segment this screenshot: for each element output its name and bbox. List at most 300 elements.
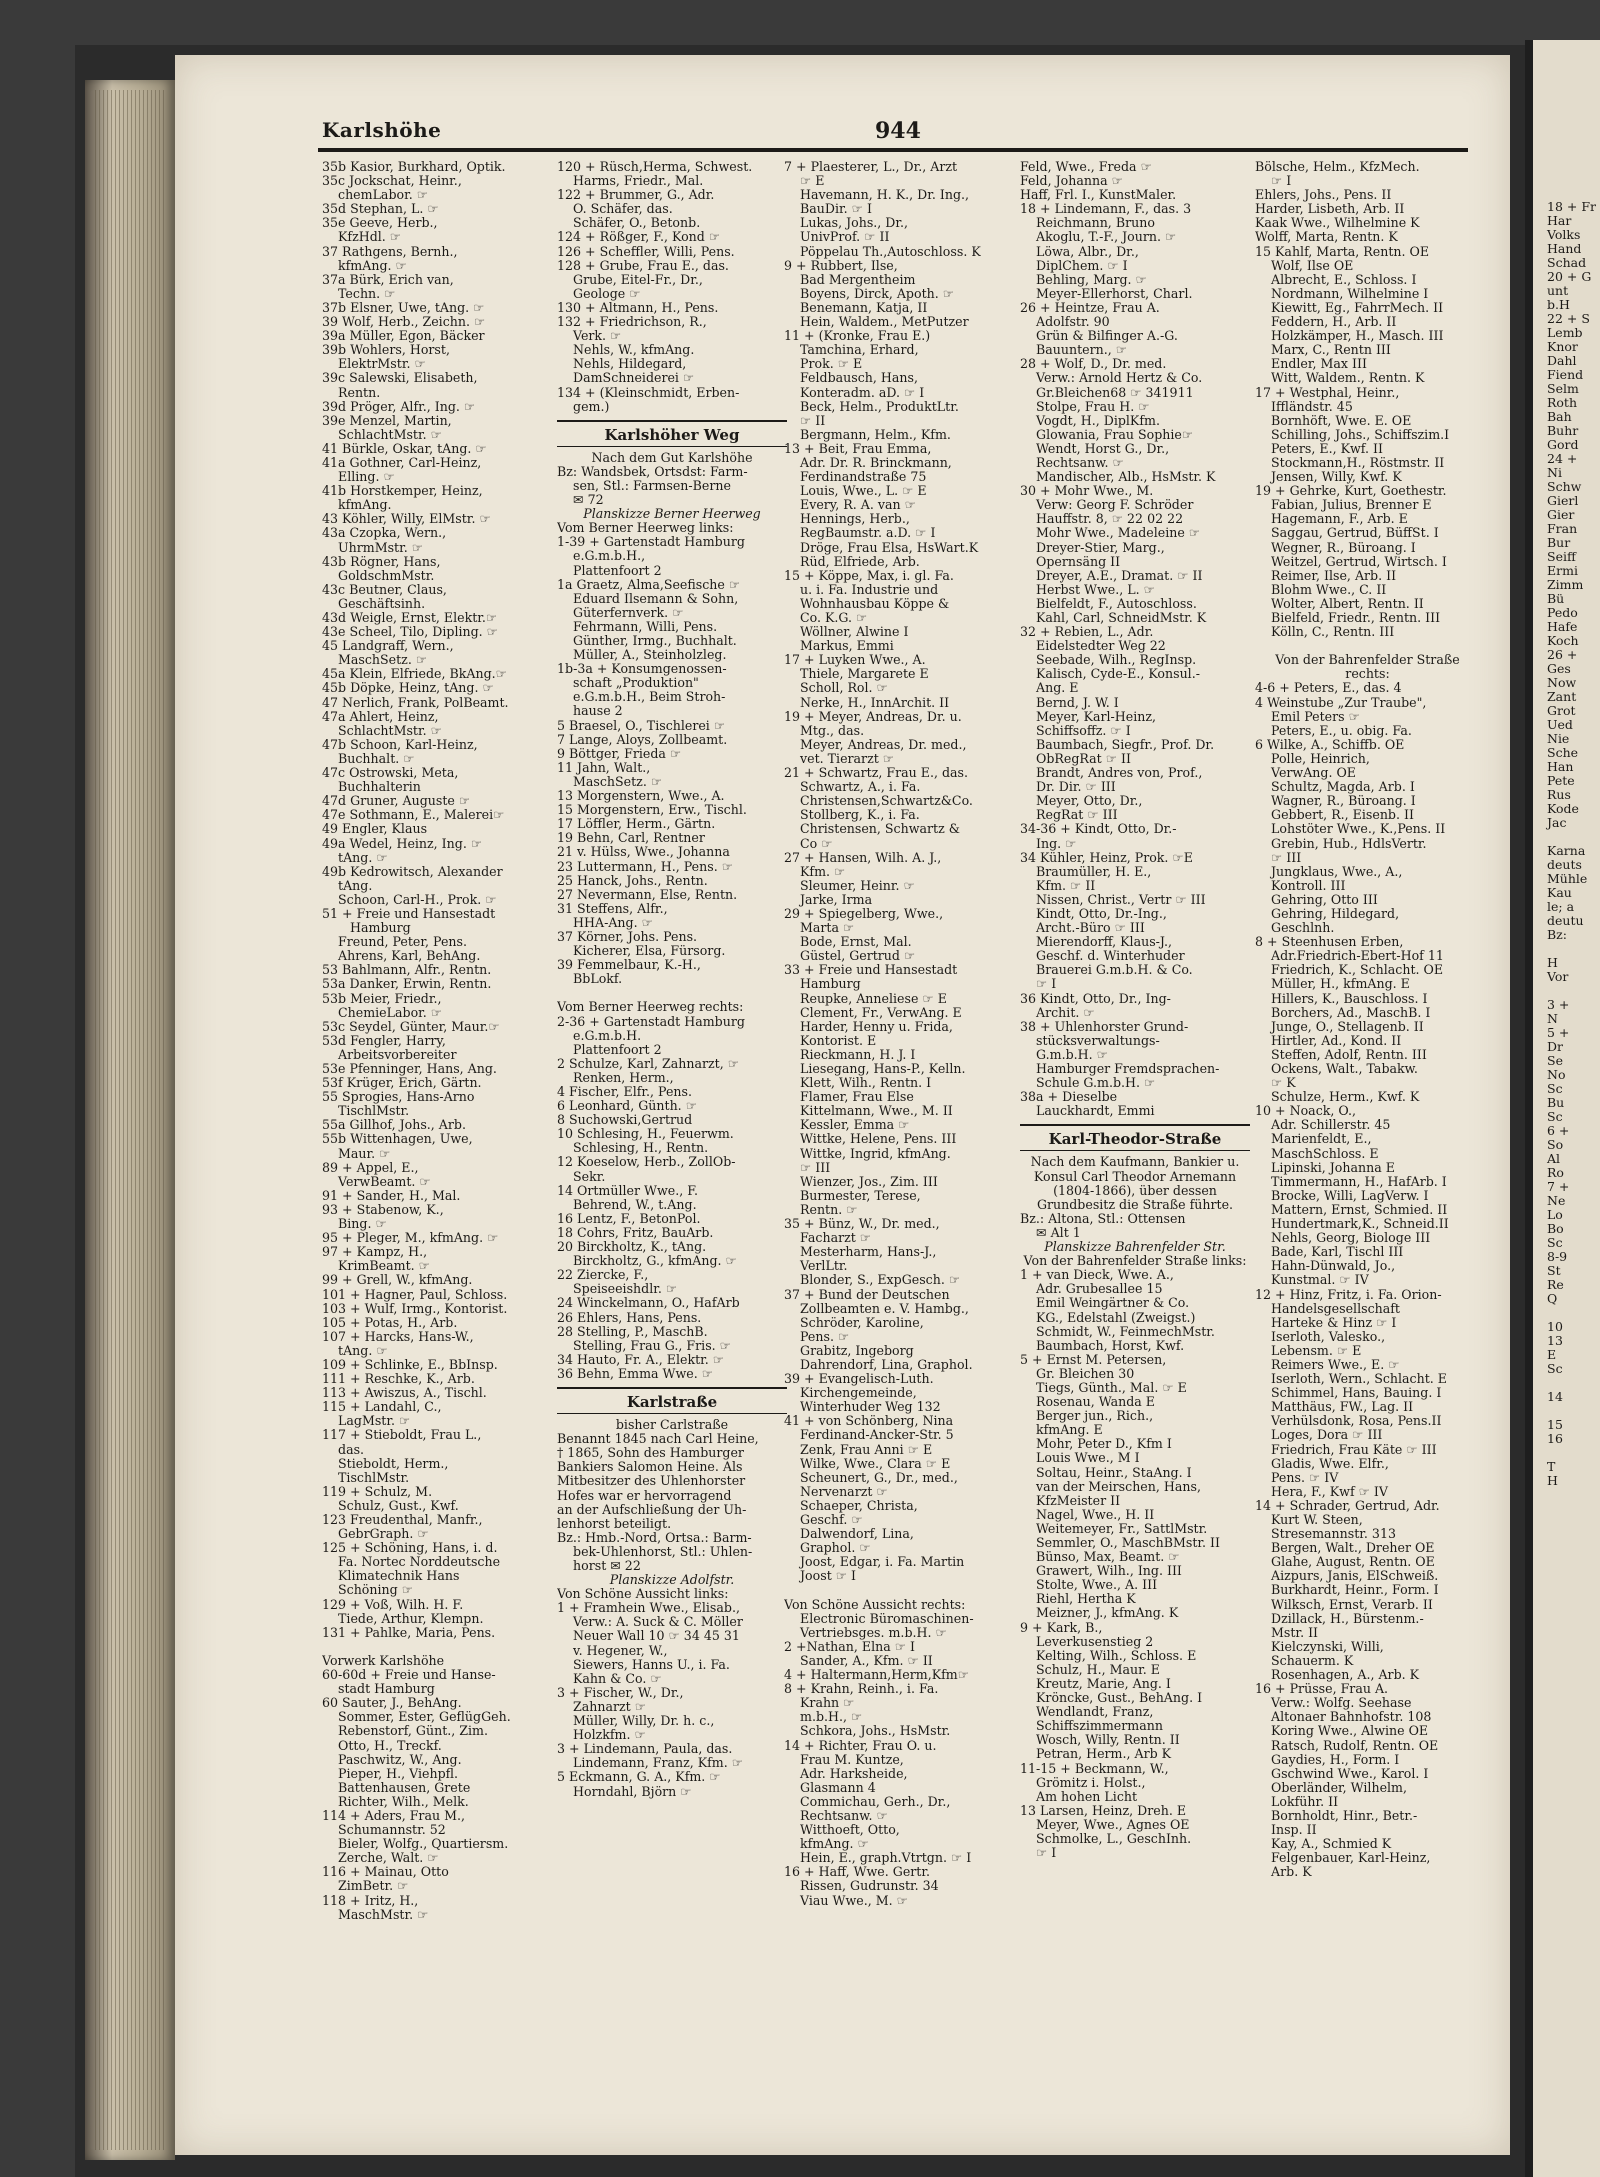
- directory-entry: 36 Kindt, Otto, Dr., Ing-: [1020, 991, 1171, 1006]
- directory-entry: Hamburger Fremdsprachen-: [1020, 1062, 1220, 1076]
- facing-page-fragment: Selm: [1547, 381, 1579, 396]
- facing-page-fragment: Roth: [1547, 395, 1578, 410]
- directory-entry: 43a Czopka, Wern.,: [322, 526, 447, 541]
- directory-entry: Wendt, Horst G., Dr.,: [1020, 441, 1170, 456]
- directory-entry: O. Schäfer, das.: [557, 202, 673, 217]
- directory-entry: Verhülsdonk, Rosa, Pens.II: [1255, 1414, 1442, 1429]
- directory-entry: Co. K.G. ☞: [784, 611, 868, 625]
- directory-entry: 45a Klein, Elfriede, BkAng.☞: [322, 667, 507, 682]
- directory-entry: Koring Wwe., Alwine OE: [1255, 1724, 1429, 1739]
- directory-entry: 39c Salewski, Elisabeth,: [322, 371, 478, 386]
- directory-entry: 11 + (Kronke, Frau E.): [784, 329, 931, 344]
- directory-entry: Vertriebsges. m.b.H. ☞: [784, 1625, 947, 1640]
- facing-page-fragment: Buhr: [1547, 423, 1579, 438]
- street-heading: Karlstraße: [557, 1387, 787, 1414]
- directory-entry: 124 + Rößger, F., Kond ☞: [557, 230, 721, 245]
- directory-entry: RegBaumstr. a.D. ☞ I: [784, 526, 936, 541]
- directory-entry: Mierendorff, Klaus-J.,: [1020, 935, 1172, 950]
- directory-entry: Rechtsanw. ☞: [784, 1808, 888, 1823]
- directory-entry: e.G.m.b.H.,: [557, 549, 646, 564]
- directory-entry: Glasmann 4: [784, 1780, 876, 1795]
- directory-entry: 49 Engler, Klaus: [322, 822, 428, 837]
- directory-entry: 35c Jockschat, Heinr.,: [322, 174, 462, 189]
- directory-entry: Adr. Grubesallee 15: [1020, 1282, 1163, 1297]
- directory-entry: Schröder, Karoline,: [784, 1315, 924, 1330]
- facing-page-fragment: Sche: [1547, 745, 1579, 760]
- column-1: [322, 160, 552, 2040]
- facing-page-fragment: So: [1547, 1137, 1564, 1152]
- directory-entry: Rüd, Elfriede, Arb.: [784, 554, 920, 569]
- directory-entry: 47d Gruner, Auguste ☞: [322, 794, 471, 809]
- facing-page-fragment: Grot: [1547, 703, 1576, 718]
- directory-entry: Reichmann, Bruno: [1020, 216, 1155, 231]
- directory-entry: Battenhausen, Grete: [322, 1780, 471, 1795]
- directory-entry: 109 + Schlinke, E., BbInsp.: [322, 1357, 498, 1372]
- directory-entry: Kahn & Co. ☞: [557, 1671, 662, 1686]
- facing-page-fragment: 8-9: [1547, 1249, 1568, 1264]
- facing-page-fragment: Now: [1547, 675, 1577, 690]
- directory-entry: 43d Weigle, Ernst, Elektr.☞: [322, 611, 498, 625]
- directory-entry: UhrmMstr. ☞: [322, 540, 424, 555]
- directory-entry: 31 Steffens, Alfr.,: [557, 901, 668, 916]
- directory-entry: 47a Ahlert, Heinz,: [322, 709, 439, 724]
- directory-entry: Jarke, Irma: [784, 892, 873, 907]
- directory-entry: MaschSchloss. E: [1255, 1146, 1379, 1161]
- directory-entry: 26 + Heintze, Frau A.: [1020, 300, 1160, 315]
- directory-entry: Harder, Lisbeth, Arb. II: [1255, 202, 1405, 217]
- directory-entry: RegRat ☞ III: [1020, 808, 1118, 823]
- directory-entry: 17 Löffler, Herm., Gärtn.: [557, 817, 716, 832]
- directory-entry: Commichau, Gerh., Dr.,: [784, 1794, 951, 1809]
- directory-entry: 34-36 + Kindt, Otto, Dr.-: [1020, 822, 1177, 837]
- directory-entry: ☞ III: [1255, 850, 1302, 865]
- directory-entry: Vorwerk Karlshöhe: [322, 1653, 445, 1668]
- header-rule: [318, 148, 1468, 152]
- directory-entry: Buchhalt. ☞: [322, 751, 415, 766]
- directory-entry: Kölln, C., Rentn. III: [1255, 625, 1395, 640]
- facing-page-fragment: Gord: [1547, 437, 1579, 452]
- directory-entry: Geschf. ☞: [784, 1513, 863, 1527]
- directory-entry: Mohr, Peter D., Kfm I: [1020, 1437, 1172, 1452]
- directory-entry: 11 Jahn, Walt.,: [557, 760, 651, 775]
- directory-entry: Wilksch, Ernst, Verarb. II: [1255, 1597, 1433, 1612]
- directory-entry: SchlachtMstr. ☞: [322, 723, 442, 738]
- directory-entry: Verw.: Wolfg. Seehase: [1255, 1696, 1412, 1711]
- facing-page-edge: [1525, 40, 1600, 2177]
- directory-entry: 47b Schoon, Karl-Heinz,: [322, 737, 478, 752]
- facing-page-fragment: Bz:: [1547, 927, 1567, 942]
- facing-page-fragment: Bah: [1547, 409, 1572, 424]
- directory-entry: Bölsche, Helm., KfzMech.: [1255, 160, 1420, 174]
- directory-entry: v. Hegener, W.,: [557, 1643, 668, 1658]
- directory-entry: Behling, Marg. ☞: [1020, 272, 1147, 287]
- directory-entry: 3 + Lindemann, Paula, das.: [557, 1742, 733, 1757]
- directory-entry: Loges, Dora ☞ III: [1255, 1428, 1383, 1443]
- directory-entry: 8 + Krahn, Reinh., i. Fa.: [784, 1682, 939, 1697]
- facing-page-fragment: 24 +: [1547, 451, 1578, 466]
- directory-entry: stadt Hamburg: [322, 1682, 435, 1697]
- directory-entry: Freund, Peter, Pens.: [322, 935, 467, 950]
- directory-entry: Stockmann,H., Röstmstr. II: [1255, 455, 1445, 470]
- directory-entry: Kalisch, Cyde-E., Konsul.-: [1020, 667, 1200, 682]
- directory-entry: Birckholtz, G., kfmAng. ☞: [557, 1254, 737, 1269]
- directory-entry: Ing. ☞: [1020, 836, 1077, 851]
- facing-page-fragment: [1541, 984, 1600, 998]
- directory-entry: 43 Köhler, Willy, ElMstr. ☞: [322, 512, 491, 527]
- directory-entry: 38 + Uhlenhorster Grund-: [1020, 1019, 1189, 1034]
- directory-entry: Adolfstr. 90: [1020, 315, 1110, 330]
- directory-entry: Scholl, Rol. ☞: [784, 681, 888, 696]
- directory-entry: Glahe, August, Rentn. OE: [1255, 1555, 1435, 1570]
- directory-entry: Jensen, Willy, Kwf. K: [1255, 470, 1402, 485]
- directory-entry: Schlesing, H., Rentn.: [557, 1141, 709, 1156]
- directory-entry: Schwartz, A., i. Fa.: [784, 780, 921, 795]
- directory-entry: 24 Winckelmann, O., HafArb: [557, 1296, 740, 1311]
- directory-entry: Stollberg, K., i. Fa.: [784, 808, 920, 823]
- directory-entry: [784, 1583, 1014, 1597]
- directory-entry: Kontroll. III: [1255, 878, 1346, 893]
- facing-page-fragment: 20 + G: [1547, 269, 1592, 284]
- directory-entry: 45 Landgraff, Wern.,: [322, 639, 454, 654]
- directory-entry: 114 + Aders, Frau M.,: [322, 1808, 465, 1823]
- directory-entry: 28 + Wolf, D., Dr. med.: [1020, 357, 1167, 372]
- directory-entry: 7 + Plaesterer, L., Dr., Arzt: [784, 160, 958, 174]
- directory-entry: Kunstmal. ☞ IV: [1255, 1273, 1369, 1288]
- directory-entry: 35b Kasior, Burkhard, Optik.: [322, 160, 506, 174]
- directory-entry: Joost, Edgar, i. Fa. Martin: [784, 1555, 965, 1570]
- directory-entry: Wienzer, Jos., Zim. III: [784, 1174, 938, 1189]
- directory-entry: 10 Schlesing, H., Feuerwm.: [557, 1127, 734, 1142]
- directory-entry: Iserloth, Wern., Schlacht. E: [1255, 1372, 1447, 1387]
- directory-entry: Von Schöne Aussicht rechts:: [784, 1597, 966, 1612]
- directory-entry: Sekr.: [557, 1169, 606, 1184]
- directory-entry: Bünso, Max, Beamt. ☞: [1020, 1550, 1180, 1565]
- directory-entry: Grabitz, Ingeborg: [784, 1343, 914, 1358]
- directory-entry: Nehls, W., kfmAng.: [557, 343, 695, 358]
- directory-entry: an der Aufschließung der Uh-: [557, 1502, 747, 1517]
- directory-entry: Güstel, Gertrud ☞: [784, 949, 916, 964]
- street-note: Von der Bahrenfelder Straße rechts:: [1275, 653, 1460, 682]
- directory-entry: Mitbesitzer des Uhlenhorster: [557, 1474, 746, 1489]
- directory-entry: Geologe ☞: [557, 286, 641, 301]
- directory-entry: 14 + Richter, Frau O. u.: [784, 1738, 937, 1753]
- directory-entry: ZimBetr. ☞: [322, 1879, 409, 1894]
- facing-page-fragment: Rus: [1547, 787, 1571, 802]
- facing-page-fragment: Al: [1547, 1151, 1561, 1166]
- directory-entry: Schulze, Herm., Kwf. K: [1255, 1090, 1420, 1105]
- directory-entry: Meyer, Karl-Heinz,: [1020, 709, 1157, 724]
- directory-entry: m.b.H., ☞: [784, 1710, 863, 1725]
- directory-entry: Hahn-Dünwald, Jo.,: [1255, 1259, 1396, 1274]
- directory-entry: Endler, Max III: [1255, 357, 1367, 372]
- directory-entry: 18 + Lindemann, F., das. 3: [1020, 202, 1192, 217]
- directory-entry: Bing. ☞: [322, 1217, 387, 1232]
- directory-entry: Reimers Wwe., E. ☞: [1255, 1357, 1400, 1372]
- directory-entry: Kielczynski, Willi,: [1255, 1639, 1384, 1654]
- directory-entry: Günther, Irmg., Buchhalt.: [557, 634, 737, 648]
- directory-entry: TischlMstr.: [322, 1104, 410, 1119]
- directory-entry: Tiegs, Günth., Mal. ☞ E: [1020, 1380, 1187, 1395]
- column-2: [557, 160, 787, 2040]
- directory-entry: 129 + Voß, Wilh. H. F.: [322, 1597, 464, 1612]
- directory-entry: Grawert, Wilh., Ing. III: [1020, 1564, 1182, 1579]
- directory-entry: Jungklaus, Wwe., A.,: [1255, 864, 1403, 879]
- directory-entry: Speiseeishdlr. ☞: [557, 1282, 678, 1297]
- directory-entry: 117 + Stieboldt, Frau L.,: [322, 1428, 482, 1443]
- directory-entry: 39a Müller, Egon, Bäcker: [322, 329, 485, 344]
- directory-entry: Schäfer, O., Betonb.: [557, 216, 701, 231]
- directory-entry: sen, Stl.: Farmsen-Berne: [557, 478, 731, 493]
- directory-entry: [1255, 639, 1480, 653]
- directory-entry: Renken, Herm.,: [557, 1070, 674, 1085]
- directory-entry: 1 + van Dieck, Wwe. A.,: [1020, 1268, 1174, 1283]
- street-note: Von der Bahrenfelder Straße links:: [1023, 1254, 1247, 1269]
- facing-page-fragment: Ermi: [1547, 563, 1578, 578]
- directory-entry: Emil Weingärtner & Co.: [1020, 1296, 1190, 1311]
- directory-entry: Meyer-Ellerhorst, Charl.: [1020, 286, 1193, 301]
- facing-page-fragment: Ges: [1547, 661, 1571, 676]
- directory-entry: Nordmann, Wilhelmine I: [1255, 286, 1429, 301]
- directory-entry: Rissen, Gudrunstr. 34: [784, 1879, 939, 1894]
- directory-entry: 21 v. Hülss, Wwe., Johanna: [557, 845, 730, 860]
- directory-entry: Louis Wwe., M I: [1020, 1451, 1140, 1466]
- directory-entry: ☞ I: [1255, 174, 1292, 189]
- map-reference: Planskizze Bahrenfelder Str.: [1044, 1240, 1226, 1255]
- directory-entry: Hamburg: [784, 977, 861, 992]
- directory-entry: Polle, Heinrich,: [1255, 751, 1370, 766]
- directory-entry: Meyer, Otto, Dr.,: [1020, 794, 1143, 809]
- directory-entry: KfzHdl. ☞: [322, 230, 402, 245]
- facing-page-fragment: Vor: [1547, 969, 1569, 984]
- directory-entry: Riehl, Hertha K: [1020, 1592, 1136, 1607]
- directory-entry: 17 + Westphal, Heinr.,: [1255, 385, 1400, 400]
- directory-entry: Kiewitt, Eg., FahrrMech. II: [1255, 300, 1444, 315]
- directory-entry: Geschf. d. Winterhuder: [1020, 949, 1185, 964]
- directory-entry: Kahl, Carl, SchneidMstr. K: [1020, 611, 1207, 625]
- directory-entry: † 1865, Sohn des Hamburger: [557, 1446, 744, 1461]
- directory-entry: Bernd, J. W. I: [1020, 695, 1119, 710]
- directory-entry: 30 + Mohr Wwe., M.: [1020, 484, 1154, 499]
- directory-entry: Junge, O., Stellagenb. II: [1255, 1019, 1424, 1034]
- directory-entry: 28 Stelling, P., MaschB.: [557, 1324, 708, 1339]
- facing-page-fragment: Sc: [1547, 1081, 1563, 1096]
- directory-entry: Ahrens, Karl, BehAng.: [322, 949, 481, 964]
- directory-entry: 34 Kühler, Heinz, Prok. ☞E: [1020, 850, 1193, 865]
- directory-entry: 19 + Meyer, Andreas, Dr. u.: [784, 709, 962, 724]
- facing-page-fragment: St: [1547, 1263, 1561, 1278]
- directory-entry: Wendlandt, Franz,: [1020, 1705, 1154, 1720]
- directory-entry: 122 + Brummer, G., Adr.: [557, 188, 715, 203]
- directory-entry: Plattenfoort 2: [557, 1042, 662, 1057]
- street-note: bisher Carlstraße: [615, 1418, 729, 1433]
- directory-entry: Witthoeft, Otto,: [784, 1823, 900, 1838]
- directory-entry: 10 + Noack, O.,: [1255, 1104, 1356, 1119]
- directory-entry: 39e Menzel, Martin,: [322, 413, 452, 428]
- directory-entry: Viau Wwe., M. ☞: [784, 1893, 908, 1908]
- directory-entry: 39 Wolf, Herb., Zeichn. ☞: [322, 315, 486, 330]
- directory-entry: Holzkfm. ☞: [557, 1728, 646, 1743]
- directory-entry: Every, R. A. van ☞: [784, 498, 916, 513]
- directory-entry: Wilke, Wwe., Clara ☞ E: [784, 1456, 951, 1471]
- directory-entry: Nervenarzt ☞: [784, 1484, 888, 1499]
- directory-entry: 123 Freudenthal, Manfr.,: [322, 1513, 483, 1527]
- directory-entry: G.m.b.H. ☞: [1020, 1047, 1108, 1062]
- directory-entry: Rechtsanw. ☞: [1020, 455, 1124, 470]
- directory-entry: 53a Danker, Erwin, Rentn.: [322, 977, 492, 992]
- directory-entry: Techn. ☞: [322, 286, 396, 301]
- directory-entry: Markus, Emmi: [784, 639, 894, 654]
- directory-entry: GebrGraph. ☞: [322, 1527, 429, 1542]
- directory-entry: Beck, Helm., ProduktLtr.: [784, 399, 959, 414]
- facing-page-fragment: Jac: [1547, 815, 1567, 830]
- directory-entry: Eidelstedter Weg 22: [1020, 639, 1166, 654]
- directory-entry: 37a Bürk, Erich van,: [322, 272, 454, 287]
- facing-page-fragment: Bü: [1547, 591, 1565, 606]
- directory-entry: 36 Behn, Emma Wwe. ☞: [557, 1366, 714, 1381]
- directory-entry: 13 + Beit, Frau Emma,: [784, 441, 932, 456]
- directory-entry: Bergen, Walt., Dreher OE: [1255, 1541, 1435, 1556]
- directory-entry: Seebade, Wilh., RegInsp.: [1020, 653, 1197, 668]
- directory-entry: BauDir. ☞ I: [784, 202, 872, 217]
- directory-entry: Grebin, Hub., HdlsVertr.: [1255, 836, 1427, 851]
- directory-entry: 2 +Nathan, Elna ☞ I: [784, 1639, 916, 1654]
- directory-entry: Wosch, Willy, Rentn. II: [1020, 1733, 1180, 1748]
- facing-page-fragment: 18 + Fr: [1547, 199, 1596, 214]
- directory-entry: Adr. Schillerstr. 45: [1255, 1118, 1391, 1133]
- directory-entry: Dr. Dir. ☞ III: [1020, 780, 1116, 795]
- directory-entry: 1 + Framhein Wwe., Elisab.,: [557, 1601, 740, 1616]
- directory-entry: Timmermann, H., HafArb. I: [1255, 1174, 1447, 1189]
- page-number: 944: [875, 118, 921, 144]
- directory-entry: 39d Pröger, Alfr., Ing. ☞: [322, 399, 476, 414]
- directory-entry: Hennings, Herb.,: [784, 512, 910, 527]
- directory-entry: Zollbeamten e. V. Hambg.,: [784, 1301, 969, 1316]
- directory-entry: Marienfeldt, E.,: [1255, 1132, 1372, 1147]
- directory-entry: Verw.: Arnold Hertz & Co.: [1020, 371, 1203, 386]
- directory-entry: das.: [322, 1442, 365, 1457]
- directory-entry: Harteke & Hinz ☞ I: [1255, 1315, 1397, 1330]
- directory-entry: Buchhalterin: [322, 780, 421, 795]
- directory-entry: Leverkusenstieg 2: [1020, 1634, 1154, 1649]
- directory-entry: Kelting, Wilh., Schloss. E: [1020, 1648, 1197, 1663]
- directory-entry: 38a + Dieselbe: [1020, 1090, 1118, 1105]
- directory-entry: 37b Elsner, Uwe, tAng. ☞: [322, 300, 485, 315]
- directory-entry: DamSchneiderei ☞: [557, 371, 695, 386]
- directory-entry: 22 Ziercke, F.,: [557, 1268, 649, 1283]
- directory-entry: Gladis, Wwe. Elfr.,: [1255, 1456, 1389, 1471]
- directory-entry: ✉ 72: [557, 493, 604, 508]
- directory-entry: 60 Sauter, J., BehAng.: [322, 1696, 462, 1711]
- directory-entry: 9 Böttger, Frieda ☞: [557, 746, 682, 761]
- directory-entry: 25 Hanck, Johs., Rentn.: [557, 873, 708, 888]
- directory-entry: stücksverwaltungs-: [1020, 1033, 1160, 1048]
- directory-entry: 16 + Prüsse, Frau A.: [1255, 1682, 1389, 1697]
- directory-entry: Hein, E., graph.Vtrtgn. ☞ I: [784, 1851, 972, 1866]
- directory-entry: Hera, F., Kwf ☞ IV: [1255, 1484, 1388, 1499]
- directory-entry: Hillers, K., Bauschloss. I: [1255, 991, 1428, 1006]
- directory-entry: Verk. ☞: [557, 329, 622, 344]
- directory-entry: Adr. Dr. R. Brinckmann,: [784, 455, 952, 470]
- directory-entry: Bz.: Hmb.-Nord, Ortsa.: Barm-: [557, 1530, 752, 1545]
- directory-entry: Bode, Ernst, Mal.: [784, 935, 912, 950]
- directory-entry: Brauerei G.m.b.H. & Co.: [1020, 963, 1193, 978]
- directory-entry: 2 Schulze, Karl, Zahnarzt, ☞: [557, 1056, 740, 1071]
- directory-entry: Reimer, Ilse, Arb. II: [1255, 568, 1397, 583]
- directory-entry: vet. Tierarzt ☞: [784, 751, 895, 766]
- directory-entry: Kfm. ☞: [784, 864, 846, 879]
- directory-entry: Dalwendorf, Lina,: [784, 1527, 914, 1542]
- directory-entry: 19 Behn, Carl, Rentner: [557, 831, 705, 846]
- directory-entry: 9 + Rubbert, Ilse,: [784, 258, 898, 273]
- directory-entry: 111 + Reschke, K., Arb.: [322, 1372, 475, 1387]
- facing-page-fragment: 7 +: [1547, 1179, 1574, 1194]
- directory-entry: 23 Luttermann, H., Pens. ☞: [557, 859, 733, 874]
- directory-entry: 134 + (Kleinschmidt, Erben-: [557, 385, 740, 400]
- facing-page-fragment: H: [1547, 955, 1558, 970]
- facing-page-fragment: 15: [1547, 1417, 1563, 1432]
- directory-entry: Clement, Fr., VerwAng. E: [784, 1005, 962, 1020]
- facing-page-fragment: [1541, 1376, 1600, 1390]
- directory-entry: Zahnarzt ☞: [557, 1699, 647, 1714]
- directory-entry: Wohnhausbau Köppe &: [784, 596, 950, 611]
- directory-entry: Am hohen Licht: [1020, 1789, 1138, 1804]
- directory-entry: e.G.m.b.H.: [557, 1028, 642, 1043]
- facing-page-fragment: Hafe: [1547, 619, 1578, 634]
- directory-entry: 5 Eckmann, G. A., Kfm. ☞: [557, 1770, 721, 1785]
- directory-entry: 15 Morgenstern, Erw., Tischl.: [557, 803, 747, 818]
- directory-entry: Schumannstr. 52: [322, 1823, 446, 1838]
- directory-entry: Verw: Georg F. Schröder: [1020, 498, 1194, 513]
- directory-entry: Mattern, Ernst, Schmied. II: [1255, 1202, 1448, 1217]
- directory-entry: tAng. ☞: [322, 1343, 388, 1358]
- directory-entry: Kfm. ☞ II: [1020, 878, 1096, 893]
- column-3: [784, 160, 1014, 2040]
- directory-entry: Wöllner, Alwine I: [784, 625, 909, 640]
- directory-entry: Blonder, S., ExpGesch. ☞: [784, 1273, 961, 1288]
- directory-entry: Schiffsoffz. ☞ I: [1020, 723, 1131, 738]
- directory-entry: Nehls, Georg, Biologe III: [1255, 1231, 1431, 1246]
- directory-entry: 97 + Kampz, H.,: [322, 1245, 428, 1260]
- directory-entry: 27 Nevermann, Else, Rentn.: [557, 887, 738, 902]
- directory-entry: Liesegang, Hans-P., Kelln.: [784, 1062, 966, 1076]
- directory-entry: VerwAng. OE: [1255, 766, 1356, 781]
- directory-entry: Krahn ☞: [784, 1696, 855, 1711]
- directory-entry: ☞ I: [1020, 977, 1057, 992]
- directory-entry: 32 + Rebien, L., Adr.: [1020, 625, 1154, 640]
- directory-entry: Tamchina, Erhard,: [784, 343, 919, 358]
- directory-entry: Scheunert, G., Dr., med.,: [784, 1470, 958, 1485]
- directory-entry: Tiede, Arthur, Klempn.: [322, 1611, 484, 1626]
- directory-entry: Richter, Wilh., Melk.: [322, 1794, 469, 1809]
- directory-entry: GoldschmMstr.: [322, 568, 435, 583]
- directory-entry: VerwBeamt. ☞: [322, 1174, 431, 1189]
- facing-page-fragment: Pete: [1547, 773, 1575, 788]
- directory-entry: Peters, E., Kwf. II: [1255, 441, 1383, 456]
- directory-entry: 53c Seydel, Günter, Maur.☞: [322, 1019, 500, 1034]
- directory-entry: 53 Bahlmann, Alfr., Rentn.: [322, 963, 492, 978]
- directory-entry: 18 Cohrs, Fritz, BauArb.: [557, 1225, 714, 1240]
- directory-entry: Altonaer Bahnhofstr. 108: [1255, 1710, 1432, 1725]
- directory-entry: 16 + Haff, Wwe. Gertr.: [784, 1865, 930, 1880]
- directory-entry: 41a Gothner, Carl-Heinz,: [322, 455, 482, 470]
- directory-entry: 26 Ehlers, Hans, Pens.: [557, 1310, 702, 1325]
- directory-entry: 53f Krüger, Erich, Gärtn.: [322, 1076, 482, 1091]
- directory-entry: 107 + Harcks, Hans-W.,: [322, 1329, 474, 1344]
- directory-entry: MaschSetz. ☞: [557, 774, 663, 789]
- directory-entry: Wagner, R., Büroang. I: [1255, 794, 1416, 809]
- directory-entry: Dahrendorf, Lina, Graphol.: [784, 1357, 973, 1372]
- facing-page-fragment: 3 +: [1547, 997, 1574, 1012]
